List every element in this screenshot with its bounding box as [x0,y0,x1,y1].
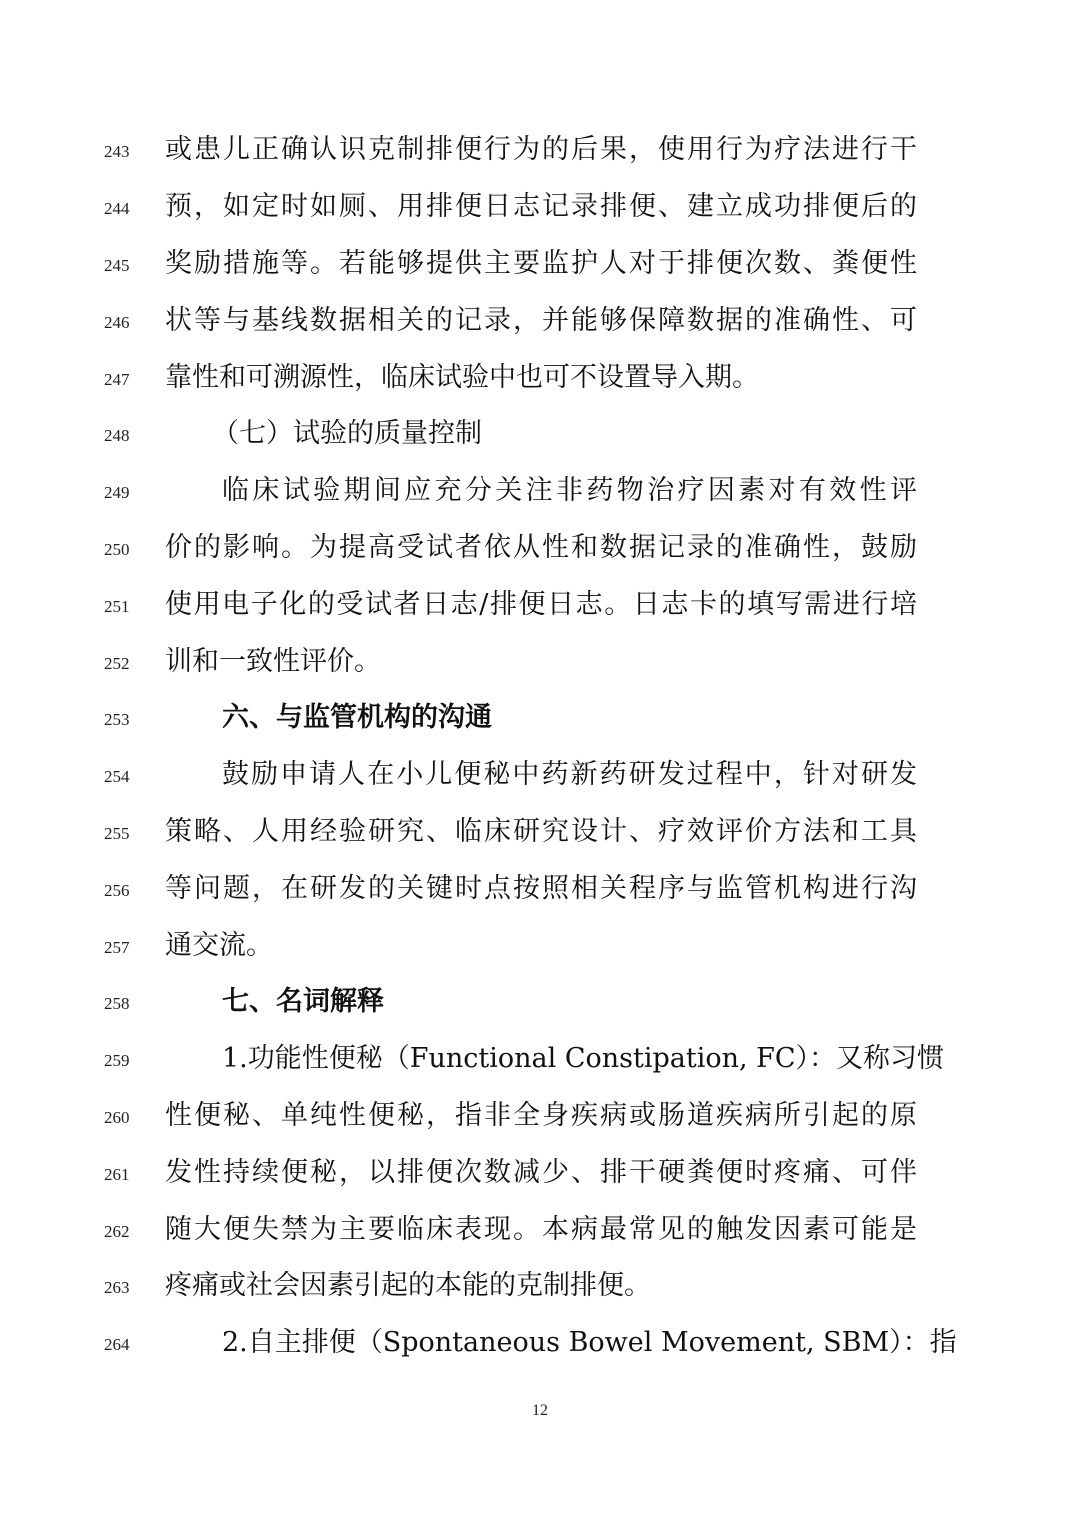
line-text: 使用电子化的受试者日志/排便日志。日志卡的填写需进行培 [165,589,917,620]
line-text: 发性持续便秘，以排便次数减少、排干硬粪便时疼痛、可伴 [165,1157,917,1188]
text-line [0,1041,1080,1081]
line-number: 256 [104,881,130,900]
line-number: 255 [104,824,130,843]
line-number: 247 [104,370,130,389]
line-text: 2.自主排便（Spontaneous Bowel Movement, SBM）：指 [222,1327,957,1358]
line-number: 248 [104,426,130,445]
line-number: 264 [104,1335,130,1354]
line-number: 250 [104,540,130,559]
line-number: 243 [104,142,130,161]
line-number: 251 [104,597,130,616]
line-number: 252 [104,654,130,673]
text-line [0,814,1080,854]
line-text: 靠性和可溯源性，临床试验中也可不设置导入期。 [165,362,759,393]
text-line [0,189,1080,229]
line-text: 随大便失禁为主要临床表现。本病最常见的触发因素可能是 [165,1214,917,1245]
text-line [0,587,1080,627]
line-number: 246 [104,313,130,332]
text-line [0,473,1080,513]
text-line [0,1098,1080,1138]
line-text: 临床试验期间应充分关注非药物治疗因素对有效性评 [222,475,917,506]
line-text: 奖励措施等。若能够提供主要监护人对于排便次数、粪便性 [165,248,917,279]
line-number: 249 [104,483,130,502]
heading-text: 七、名词解释 [222,986,384,1017]
text-line [0,1268,1080,1308]
text-line [0,132,1080,172]
line-text: 训和一致性评价。 [165,646,381,677]
text-line [0,1155,1080,1195]
heading-text: 六、与监管机构的沟通 [222,702,492,733]
line-number: 257 [104,938,130,957]
section-heading [0,700,1080,740]
text-line [0,1325,1080,1365]
line-number: 263 [104,1278,130,1297]
line-number: 244 [104,199,130,218]
line-number: 245 [104,256,130,275]
line-number: 261 [104,1165,130,1184]
line-number: 259 [104,1051,130,1070]
line-number: 254 [104,767,130,786]
line-number: 258 [104,994,130,1013]
text-line [0,757,1080,797]
text-line [0,246,1080,286]
line-text: 预，如定时如厕、用排便日志记录排便、建立成功排便后的 [165,191,917,222]
section-heading [0,984,1080,1024]
text-line [0,1212,1080,1252]
line-number: 260 [104,1108,130,1127]
line-text: 或患儿正确认识克制排便行为的后果，使用行为疗法进行干 [165,134,917,165]
line-text: 1.功能性便秘（Functional Constipation, FC）：又称习惯 [222,1043,945,1074]
line-text: 等问题，在研发的关键时点按照相关程序与监管机构进行沟 [165,873,917,904]
subheading-text: （七）试验的质量控制 [212,418,482,449]
line-text: 性便秘、单纯性便秘，指非全身疾病或肠道疾病所引起的原 [165,1100,917,1131]
page-number: 12 [532,1402,548,1419]
section-subheading [0,416,1080,456]
line-text: 策略、人用经验研究、临床研究设计、疗效评价方法和工具 [165,816,917,847]
line-text: 通交流。 [165,930,273,961]
line-text: 状等与基线数据相关的记录，并能够保障数据的准确性、可 [165,305,917,336]
text-line [0,303,1080,343]
text-line [0,644,1080,684]
line-text: 疼痛或社会因素引起的本能的克制排便。 [165,1270,651,1301]
line-text: 价的影响。为提高受试者依从性和数据记录的准确性，鼓励 [165,532,917,563]
line-text: 鼓励申请人在小儿便秘中药新药研发过程中，针对研发 [222,759,917,790]
line-number: 262 [104,1222,130,1241]
text-line [0,928,1080,968]
text-line [0,871,1080,911]
text-line [0,530,1080,570]
text-line [0,360,1080,400]
line-number: 253 [104,710,130,729]
